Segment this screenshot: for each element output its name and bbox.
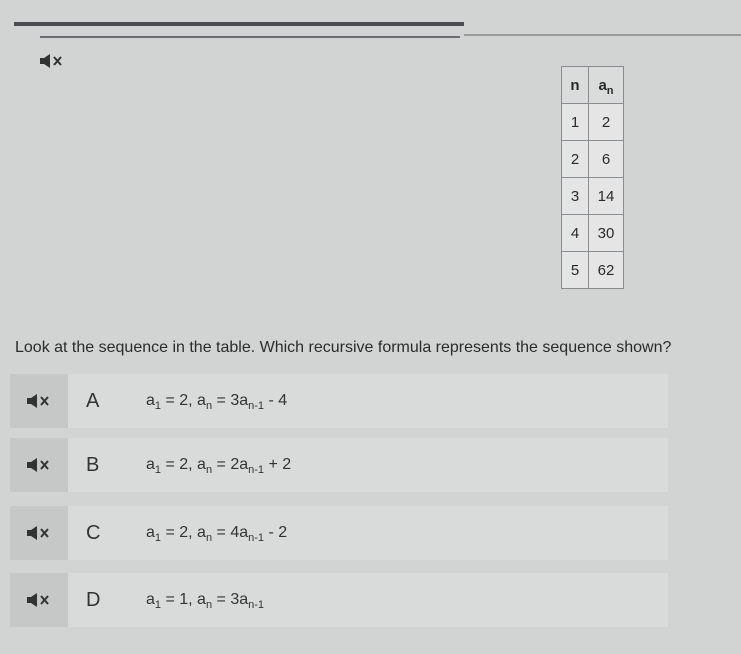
header-an: $a_n$: [589, 67, 624, 104]
option-letter: D: [86, 588, 101, 611]
table-row: [562, 104, 624, 141]
header-n: n: [562, 67, 589, 104]
option-c-audio[interactable]: [10, 506, 68, 560]
cell-n: 1: [562, 104, 589, 141]
option-c[interactable]: [10, 506, 668, 560]
cell-n: 4: [562, 215, 589, 252]
option-letter: B: [86, 453, 100, 476]
option-letter: C: [86, 521, 101, 544]
option-b-audio[interactable]: [10, 438, 68, 492]
cell-an: 6: [589, 141, 624, 178]
cell-an: 62: [589, 252, 624, 289]
cell-an: 14: [589, 178, 624, 215]
speaker-mute-icon: [26, 393, 52, 409]
table-row: [562, 178, 624, 215]
table-header-row: [562, 67, 624, 104]
option-a[interactable]: [10, 374, 668, 428]
option-formula: $a_1 = 1$, $a_n = 3a_{n-1}$: [146, 591, 265, 611]
option-letter: A: [86, 389, 100, 412]
cell-n: 3: [562, 178, 589, 215]
option-formula: $a_1 = 2$, $a_n = 4a_{n-1} - 2$: [146, 524, 288, 544]
option-d[interactable]: [10, 573, 668, 627]
speaker-mute-icon[interactable]: [39, 53, 65, 69]
cell-an: 30: [589, 215, 624, 252]
speaker-mute-icon: [26, 525, 52, 541]
question-text: Look at the sequence in the table. Which recursive formula represents the sequence shown?: [15, 339, 672, 356]
table-row: [562, 215, 624, 252]
option-formula: $a_1 = 2$, $a_n = 3a_{n-1} - 4$: [146, 392, 288, 412]
cell-n: 5: [562, 252, 589, 289]
table-row: [562, 252, 624, 289]
option-d-audio[interactable]: [10, 573, 68, 627]
divider: [40, 36, 460, 38]
speaker-mute-icon: [26, 457, 52, 473]
sequence-table: [561, 66, 624, 289]
option-formula: $a_1 = 2$, $a_n = 2a_{n-1} + 2$: [146, 456, 292, 476]
cell-an: 2: [589, 104, 624, 141]
speaker-mute-icon: [26, 592, 52, 608]
top-progress-bar: [14, 22, 464, 26]
option-b[interactable]: [10, 438, 668, 492]
cell-n: 2: [562, 141, 589, 178]
table-row: [562, 141, 624, 178]
divider: [464, 34, 741, 36]
option-a-audio[interactable]: [10, 374, 68, 428]
